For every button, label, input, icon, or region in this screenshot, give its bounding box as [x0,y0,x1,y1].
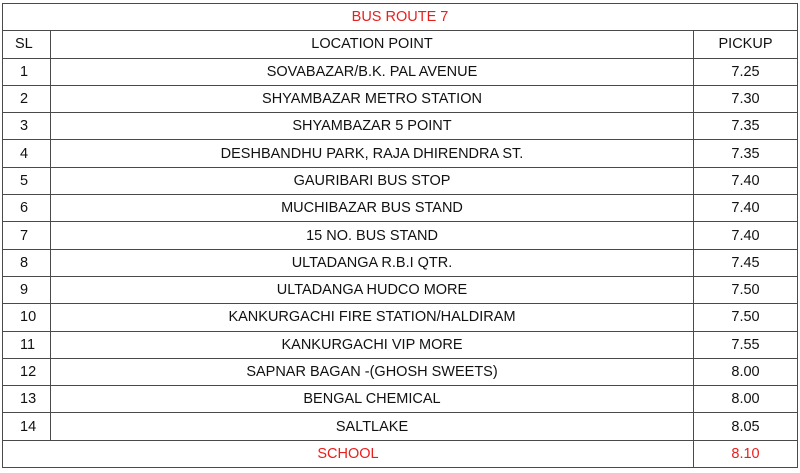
row-location: BENGAL CHEMICAL [51,386,694,413]
table-row [3,249,798,276]
row-location: MUCHIBAZAR BUS STAND [51,195,694,222]
row-pickup: 8.00 [694,386,798,413]
row-sl: 2 [3,85,51,112]
row-sl: 8 [3,249,51,276]
table-row [3,195,798,222]
header-location: LOCATION POINT [51,31,694,58]
header-sl: SL [3,31,51,58]
row-pickup: 7.50 [694,304,798,331]
row-location: 15 NO. BUS STAND [51,222,694,249]
row-sl: 5 [3,167,51,194]
destination-time: 8.10 [694,440,798,467]
row-sl: 4 [3,140,51,167]
row-pickup: 8.00 [694,358,798,385]
destination-row [3,440,798,467]
row-sl: 7 [3,222,51,249]
row-location: GAURIBARI BUS STOP [51,167,694,194]
header-row [3,31,798,58]
table-row [3,167,798,194]
table-row [3,113,798,140]
row-sl: 1 [3,58,51,85]
row-location: KANKURGACHI FIRE STATION/HALDIRAM [51,304,694,331]
row-location: SAPNAR BAGAN -(GHOSH SWEETS) [51,358,694,385]
table-row [3,276,798,303]
table-row [3,304,798,331]
row-pickup: 8.05 [694,413,798,440]
row-pickup: 7.35 [694,140,798,167]
row-location: ULTADANGA HUDCO MORE [51,276,694,303]
row-sl: 6 [3,195,51,222]
row-pickup: 7.45 [694,249,798,276]
row-sl: 12 [3,358,51,385]
table-row [3,58,798,85]
row-location: SOVABAZAR/B.K. PAL AVENUE [51,58,694,85]
route-title: BUS ROUTE 7 [3,4,798,31]
header-pickup: PICKUP [694,31,798,58]
bus-route-table [2,3,798,468]
table-row [3,413,798,440]
row-pickup: 7.40 [694,167,798,194]
table-row [3,358,798,385]
table-row [3,386,798,413]
row-location: DESHBANDHU PARK, RAJA DHIRENDRA ST. [51,140,694,167]
row-pickup: 7.55 [694,331,798,358]
row-pickup: 7.30 [694,85,798,112]
row-pickup: 7.40 [694,222,798,249]
row-location: SALTLAKE [51,413,694,440]
title-row [3,4,798,31]
row-location: SHYAMBAZAR METRO STATION [51,85,694,112]
row-sl: 3 [3,113,51,140]
row-sl: 14 [3,413,51,440]
row-location: SHYAMBAZAR 5 POINT [51,113,694,140]
table-row [3,85,798,112]
row-sl: 11 [3,331,51,358]
row-sl: 13 [3,386,51,413]
row-sl: 10 [3,304,51,331]
row-pickup: 7.50 [694,276,798,303]
destination-label: SCHOOL [3,440,694,467]
row-location: KANKURGACHI VIP MORE [51,331,694,358]
row-pickup: 7.40 [694,195,798,222]
row-sl: 9 [3,276,51,303]
row-pickup: 7.35 [694,113,798,140]
row-pickup: 7.25 [694,58,798,85]
table-row [3,331,798,358]
table-row [3,222,798,249]
table-row [3,140,798,167]
row-location: ULTADANGA R.B.I QTR. [51,249,694,276]
